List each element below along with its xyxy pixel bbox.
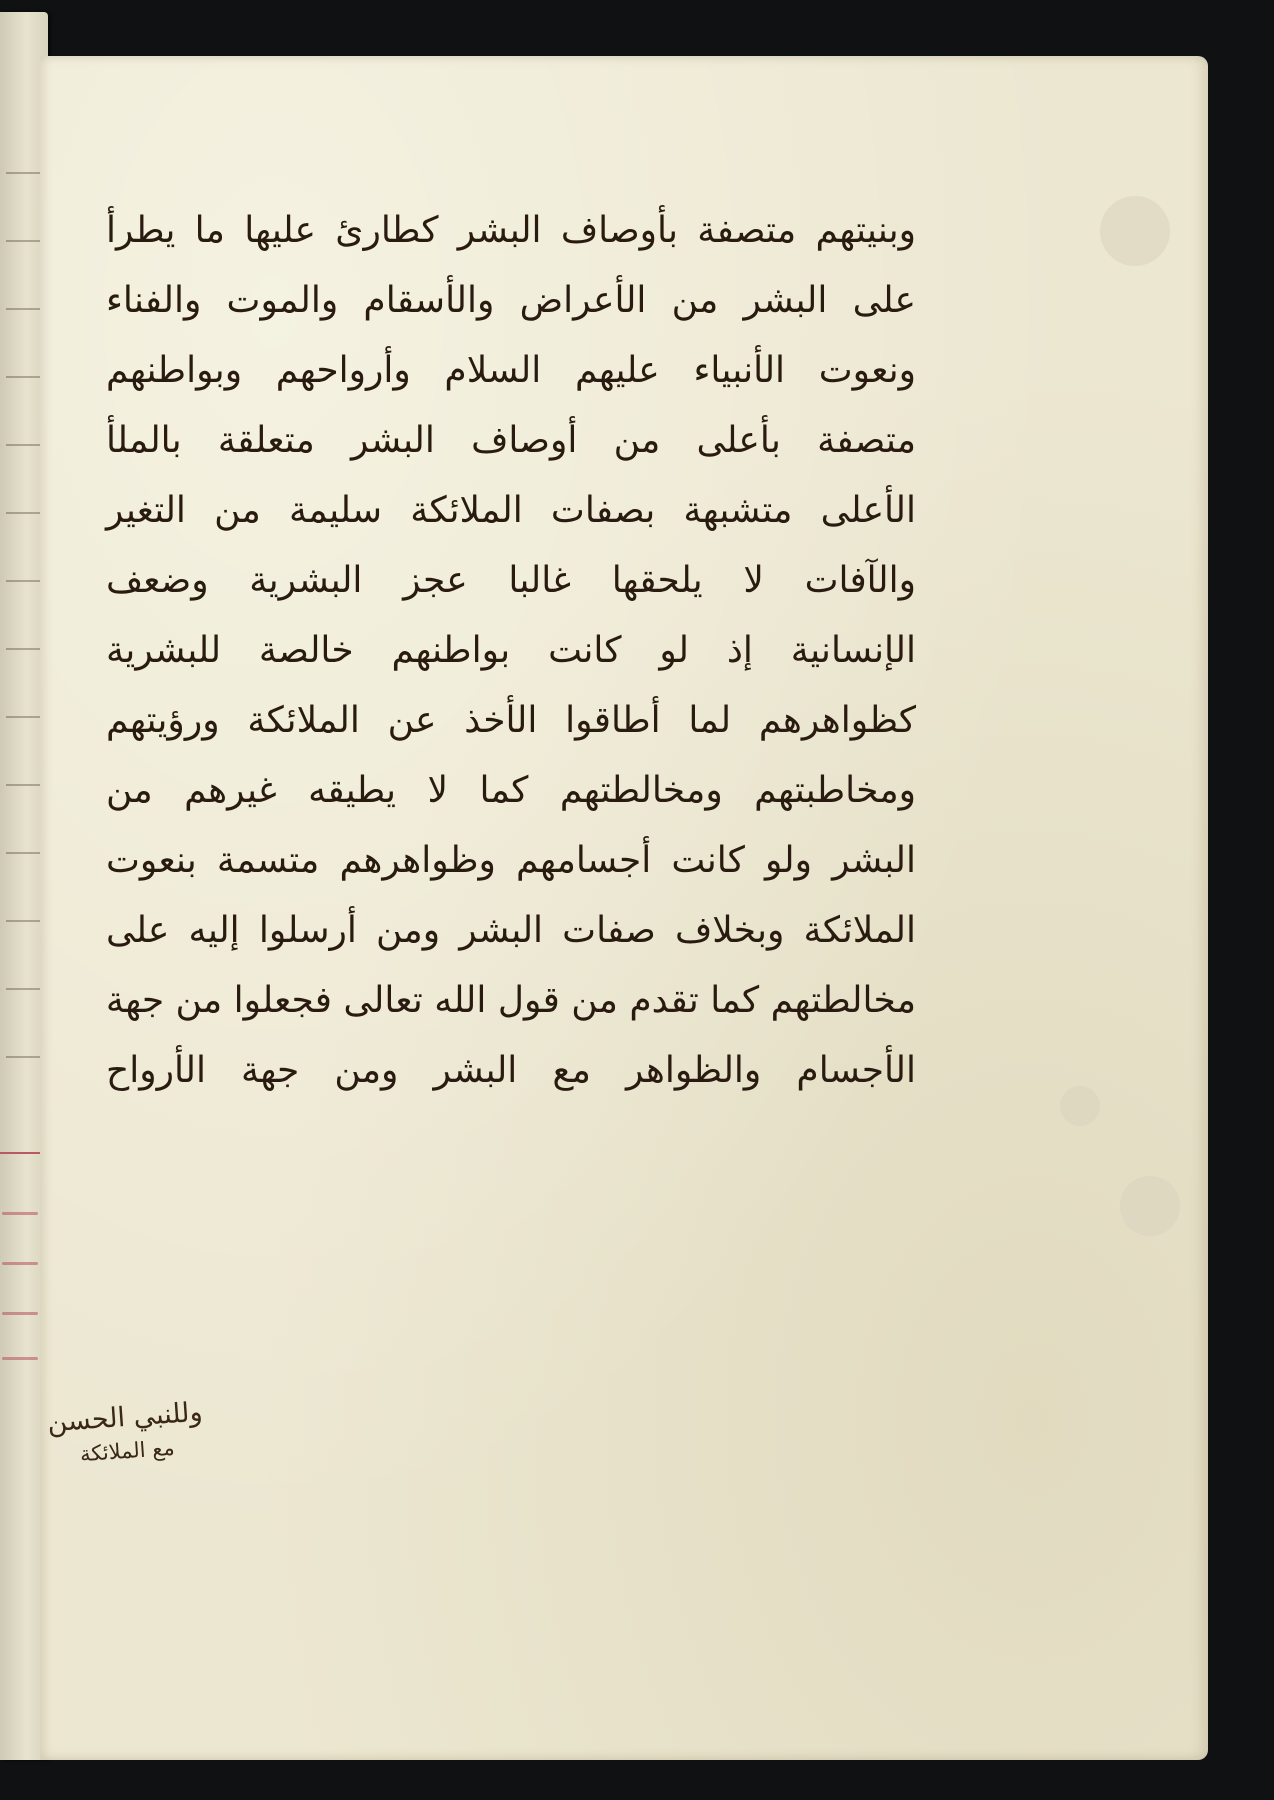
- text-line: متصفة بأعلى من أوصاف البشر متعلقة بالملأ: [106, 420, 916, 461]
- paper-stain: [1120, 1176, 1180, 1236]
- previous-page-red-rule: [0, 1152, 40, 1154]
- paper-stain: [1060, 1086, 1100, 1126]
- text-line: على البشر من الأعراض والأسقام والموت والفناء: [106, 280, 916, 321]
- text-line: الملائكة وبخلاف صفات البشر ومن أرسلوا إليه على: [106, 910, 916, 951]
- marginal-note-line: مع الملائكة: [79, 1435, 176, 1467]
- text-line: الإنسانية إذ لو كانت بواطنهم خالصة للبشرية: [106, 630, 916, 671]
- previous-page-red-ink: [2, 1357, 38, 1360]
- text-line: ونعوت الأنبياء عليهم السلام وأرواحهم وبواطنهم: [106, 350, 916, 391]
- previous-page-red-ink: [2, 1312, 38, 1315]
- paper-stain: [1100, 196, 1170, 266]
- text-line: الأجسام والظواهر مع البشر ومن جهة الأرواح: [106, 1050, 916, 1091]
- text-line: الأعلى متشبهة بصفات الملائكة سليمة من التغير: [106, 490, 916, 531]
- text-line: البشر ولو كانت أجسامهم وظواهرهم متسمة بنعوت: [106, 840, 916, 881]
- manuscript-page: [40, 56, 1208, 1760]
- text-line: وبنيتهم متصفة بأوصاف البشر كطارئ عليها ما يطرأ: [106, 210, 916, 251]
- text-line: مخالطتهم كما تقدم من قول الله تعالى فجعلوا من جهة: [105, 980, 916, 1021]
- main-text-block: [106, 196, 916, 1106]
- text-line: ومخاطبتهم ومخالطتهم كما لا يطيقه غيرهم من: [106, 770, 916, 811]
- previous-page-red-ink: [2, 1212, 38, 1215]
- text-line: كظواهرهم لما أطاقوا الأخذ عن الملائكة ورؤيتهم: [106, 700, 916, 741]
- text-line: والآفات لا يلحقها غالبا عجز البشرية وضعف: [106, 560, 916, 601]
- marginal-note-line: وللنبي الحسن: [46, 1396, 204, 1439]
- marginal-note: [44, 1394, 208, 1471]
- previous-page-red-ink: [2, 1262, 38, 1265]
